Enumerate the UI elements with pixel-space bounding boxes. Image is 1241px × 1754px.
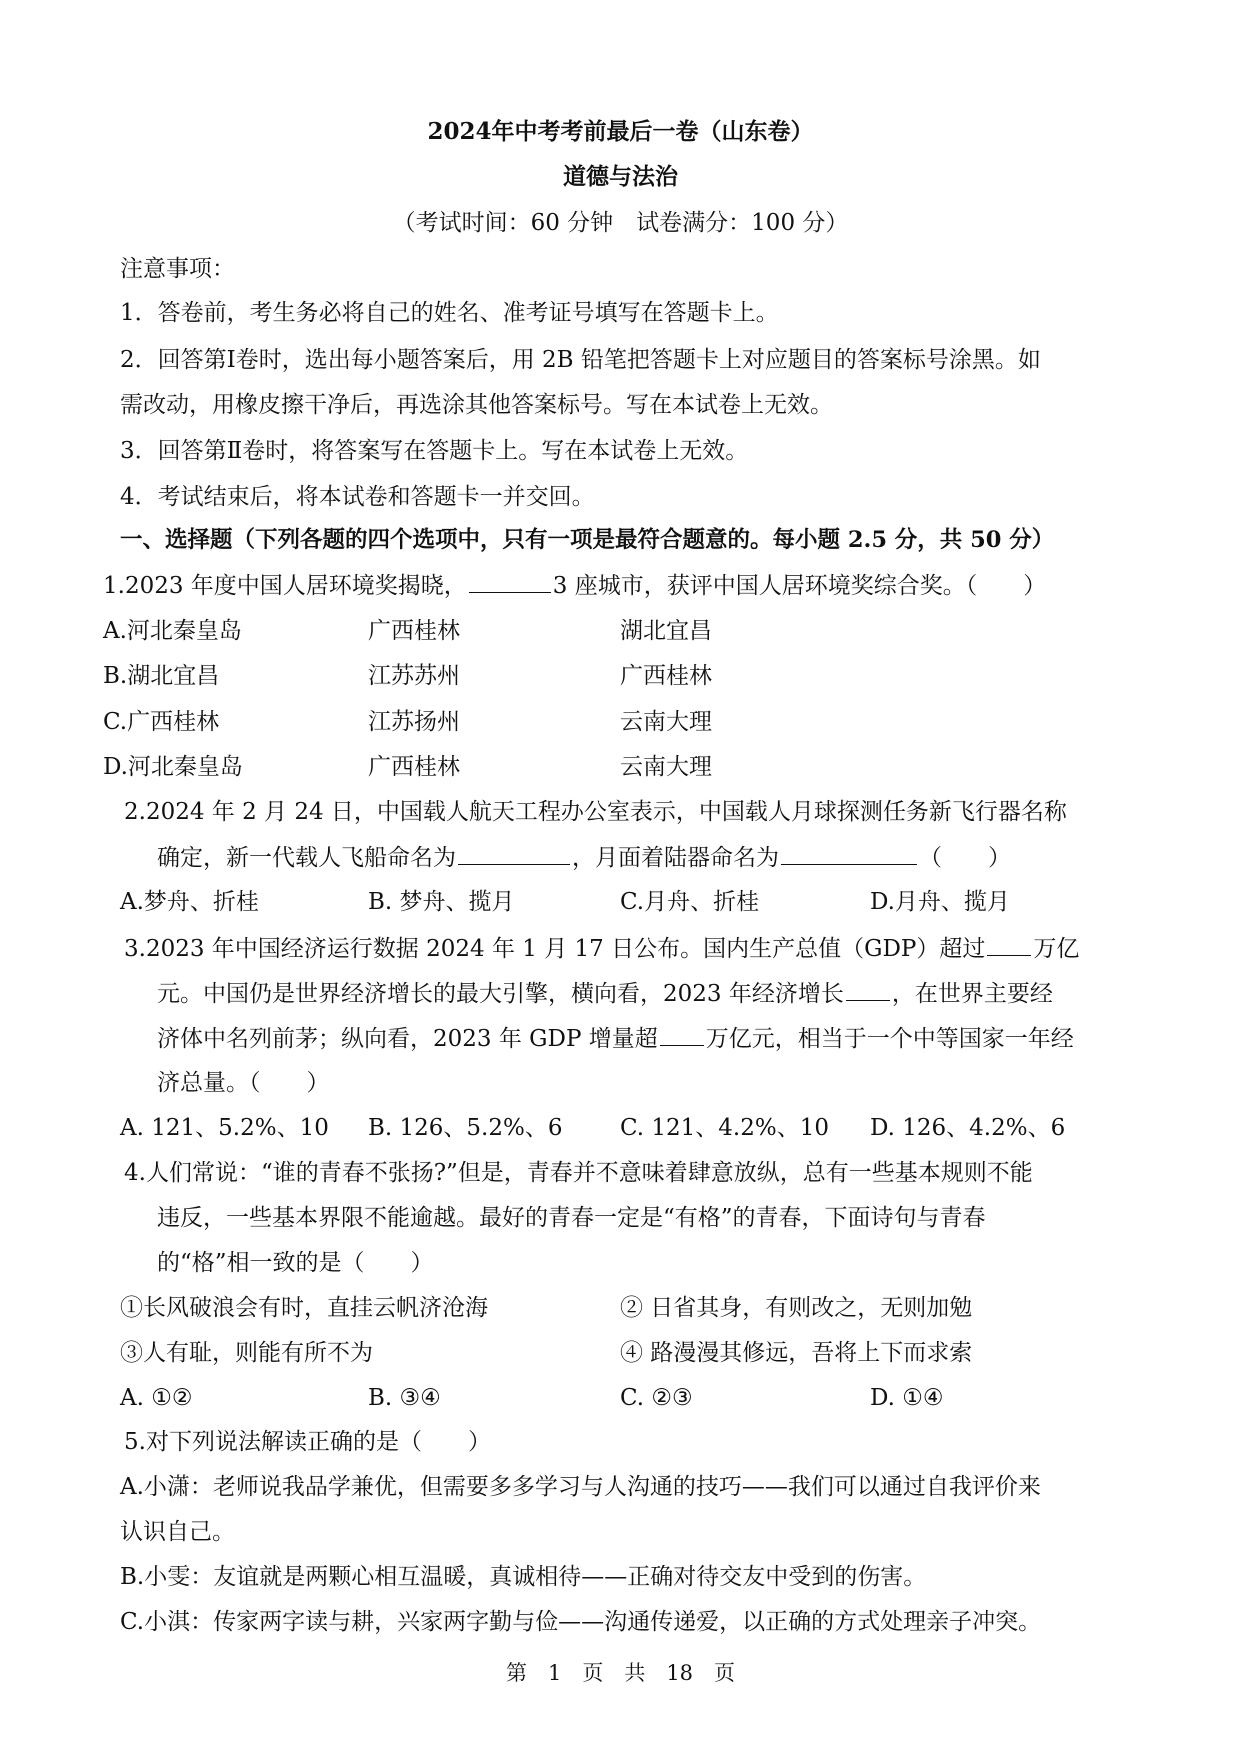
q4-statement-4: ④ 路漫漫其修远，吾将上下而求索 — [620, 1340, 973, 1366]
question-5-line: B.小雯：友谊就是两颗心相互温暖，真诚相待——正确对待交友中受到的伤害。 — [120, 1564, 927, 1590]
q2-option-c: C.月舟、折桂 — [620, 889, 760, 915]
q2-option-b: B. 梦舟、揽月 — [368, 889, 515, 915]
answer-blank — [987, 933, 1031, 956]
q1-option-a-city-1: A.河北秦皇岛 — [103, 618, 242, 644]
question-5-line: C.小淇：传家两字读与耕，兴家两字勤与俭——沟通传递爱，以正确的方式处理亲子冲突。 — [120, 1609, 1042, 1635]
question-3-line: 济总量。（ ） — [157, 1070, 330, 1096]
exam-title: 2024年中考考前最后一卷（山东卷） — [427, 118, 814, 145]
question-3-line — [157, 1023, 1074, 1053]
question-2-line: 2.2024 年 2 月 24 日，中国载人航天工程办公室表示，中国载人月球探测任务新飞行器名称 — [124, 799, 1067, 825]
q3-option-d: D. 126、4.2%、6 — [870, 1115, 1066, 1141]
q1-option-c-city-3: 云南大理 — [620, 709, 712, 735]
question-4-line: 违反，一些基本界限不能逾越。最好的青春一定是“有格”的青春，下面诗句与青春 — [157, 1205, 986, 1231]
question-3-text: ，在世界主要经 — [891, 981, 1053, 1007]
q3-option-b: B. 126、5.2%、6 — [368, 1115, 563, 1141]
q1-option-d-city-3: 云南大理 — [620, 754, 712, 780]
answer-blank — [846, 978, 890, 1001]
q1-option-b-city-3: 广西桂林 — [620, 663, 712, 689]
q1-option-c-city-1: C.广西桂林 — [103, 709, 220, 735]
note-item: 1．答卷前，考生务必将自己的姓名、准考证号填写在答题卡上。 — [120, 300, 779, 326]
section-heading: 一、选择题（下列各题的四个选项中，只有一项是最符合题意的。每小题 2.5 分，共 50 分） — [120, 527, 1055, 553]
answer-blank — [781, 842, 917, 865]
note-item: 4．考试结束后，将本试卷和答题卡一并交回。 — [120, 484, 595, 510]
note-item: 需改动，用橡皮擦干净后，再选涂其他答案标号。写在本试卷上无效。 — [120, 392, 833, 418]
question-5-line: 认识自己。 — [120, 1519, 235, 1545]
question-3-line — [157, 978, 1053, 1008]
q4-option-d: D. ①④ — [870, 1385, 944, 1411]
answer-blank — [660, 1023, 704, 1046]
question-4-line: 4.人们常说：“谁的青春不张扬?”但是，青春并不意味着肆意放纵，总有一些基本规则不能 — [124, 1160, 1033, 1186]
page-number: 第 1 页 共 18 页 — [505, 1661, 736, 1685]
q4-option-a: A. ①② — [120, 1385, 193, 1411]
note-item: 3．回答第Ⅱ卷时，将答案写在答题卡上。写在本试卷上无效。 — [120, 438, 749, 464]
q1-option-b-city-2: 江苏苏州 — [368, 663, 460, 689]
answer-blank — [469, 570, 551, 593]
q1-option-d-city-2: 广西桂林 — [368, 754, 460, 780]
q1-option-d-city-1: D.河北秦皇岛 — [103, 754, 243, 780]
q4-option-c: C. ②③ — [620, 1385, 693, 1411]
q2-option-a: A.梦舟、折桂 — [120, 889, 259, 915]
question-3-text: 万亿元，相当于一个中等国家一年经 — [705, 1026, 1074, 1052]
question-1-stem-part: 3 座城市，获评中国人居环境奖综合奖。（ ） — [552, 573, 1047, 599]
q4-option-b: B. ③④ — [368, 1385, 441, 1411]
notes-heading: 注意事项： — [120, 256, 235, 282]
question-4-line: 的“格”相一致的是（ ） — [157, 1250, 434, 1276]
question-2-text: （ ） — [919, 845, 1011, 871]
question-5-stem: 5.对下列说法解读正确的是（ ） — [124, 1429, 491, 1455]
question-3-text: 万亿 — [1033, 936, 1080, 962]
question-1-stem — [103, 570, 1046, 600]
q1-option-b-city-1: B.湖北宜昌 — [103, 663, 220, 689]
subject-title: 道德与法治 — [563, 163, 678, 190]
q4-statement-1: ①长风破浪会有时，直挂云帆济沧海 — [120, 1295, 488, 1321]
q4-statement-2: ② 日省其身，有则改之，无则加勉 — [620, 1295, 973, 1321]
question-3-text: 元。中国仍是世界经济增长的最大引擎，横向看，2023 年经济增长 — [157, 981, 844, 1007]
question-2-text: ，月面着陆器命名为 — [572, 845, 779, 871]
q3-option-c: C. 121、4.2%、10 — [620, 1115, 829, 1141]
exam-info: （考试时间：60 分钟 试卷满分：100 分） — [392, 210, 849, 236]
q1-option-a-city-2: 广西桂林 — [368, 618, 460, 644]
question-3-text: 济体中名列前茅；纵向看，2023 年 GDP 增量超 — [157, 1026, 658, 1052]
question-3-line — [124, 933, 1079, 963]
question-2-line — [157, 842, 1011, 872]
note-item: 2．回答第Ⅰ卷时，选出每小题答案后，用 2B 铅笔把答题卡上对应题目的答案标号涂黑。如 — [120, 347, 1041, 373]
q4-statement-3: ③人有耻，则能有所不为 — [120, 1340, 373, 1366]
q1-option-c-city-2: 江苏扬州 — [368, 709, 460, 735]
q2-option-d: D.月舟、揽月 — [870, 889, 1010, 915]
question-1-stem-part: 1.2023 年度中国人居环境奖揭晓， — [103, 573, 467, 599]
answer-blank — [458, 842, 570, 865]
q3-option-a: A. 121、5.2%、10 — [120, 1115, 329, 1141]
q1-option-a-city-3: 湖北宜昌 — [620, 618, 712, 644]
question-3-text: 3.2023 年中国经济运行数据 2024 年 1 月 17 日公布。国内生产总值（GDP）超过 — [124, 936, 986, 962]
question-2-text: 确定，新一代载人飞船命名为 — [157, 845, 456, 871]
question-5-line: A.小潇：老师说我品学兼优，但需要多多学习与人沟通的技巧——我们可以通过自我评价来 — [120, 1474, 1041, 1500]
